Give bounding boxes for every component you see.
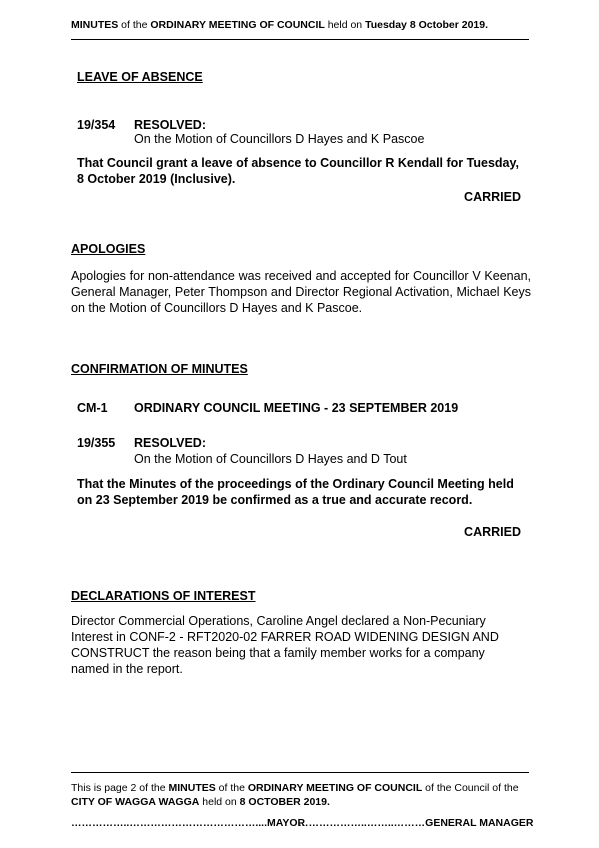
header-minutes: MINUTES	[71, 19, 119, 31]
apologies-heading: APOLOGIES	[71, 242, 146, 256]
page-header	[71, 19, 488, 31]
footer-council-name: CITY OF WAGGA WAGGA	[71, 796, 200, 808]
header-date: Tuesday 8 October 2019.	[365, 19, 489, 31]
carried-label: CARRIED	[464, 525, 521, 539]
header-rule	[71, 39, 529, 40]
mayor-signature-line: ……………..………………………………....MAYOR	[71, 817, 306, 829]
footer-text: This is page 2 of the	[71, 782, 169, 794]
leave-of-absence-heading: LEAVE OF ABSENCE	[77, 70, 203, 84]
header-text: of the	[118, 19, 151, 31]
footer-text: held on	[199, 796, 240, 808]
general-manager-signature-line: ………………..……..………GENERAL MANAGER	[298, 817, 534, 829]
resolution-text: That Council grant a leave of absence to Councillor R Kendall for Tuesday, 8 October 2019 (Inclusive).	[77, 156, 519, 186]
footer-text: of the	[215, 782, 248, 794]
header-meeting-type: ORDINARY MEETING OF COUNCIL	[150, 19, 325, 31]
footer-meeting-type: ORDINARY MEETING OF COUNCIL	[247, 782, 423, 794]
page-footer	[71, 781, 531, 809]
header-text: held on	[324, 19, 366, 31]
motion-text: On the Motion of Councillors D Hayes and D Tout	[134, 452, 407, 466]
declarations-heading: DECLARATIONS OF INTEREST	[71, 589, 256, 603]
resolution-number: 19/355	[77, 436, 116, 450]
footer-rule	[71, 772, 529, 773]
resolution-text: That the Minutes of the proceedings of the Ordinary Council Meeting held on 23 September 2019 be confirmed as a true and accurate record.	[77, 477, 514, 507]
resolved-label: RESOLVED:	[134, 118, 206, 132]
item-code: CM-1	[77, 401, 108, 415]
apologies-text: Apologies for non-attendance was received and accepted for Councillor V Keenan, General Manager, Peter Thompson and Director Regional Activation, Michael Keys on the Motion of Councillors D Hayes and K Pascoe.	[71, 269, 531, 315]
resolution-number: 19/354	[77, 118, 116, 132]
footer-minutes: MINUTES	[168, 782, 216, 794]
carried-label: CARRIED	[464, 190, 521, 204]
item-title: ORDINARY COUNCIL MEETING - 23 SEPTEMBER 2019	[134, 401, 459, 415]
confirmation-heading: CONFIRMATION OF MINUTES	[71, 362, 248, 376]
footer-text: of the Council of the	[422, 782, 519, 794]
declarations-text: Director Commercial Operations, Caroline Angel declared a Non-Pecuniary Interest in CONF-2 - RFT2020-02 FARRER ROAD WIDENING DESIGN AND CONSTRUCT the reason being that a family member works for a company named in the report.	[71, 614, 499, 676]
footer-date: 8 OCTOBER 2019.	[239, 796, 330, 808]
resolved-label: RESOLVED:	[134, 436, 206, 450]
motion-text: On the Motion of Councillors D Hayes and K Pascoe	[134, 132, 425, 146]
